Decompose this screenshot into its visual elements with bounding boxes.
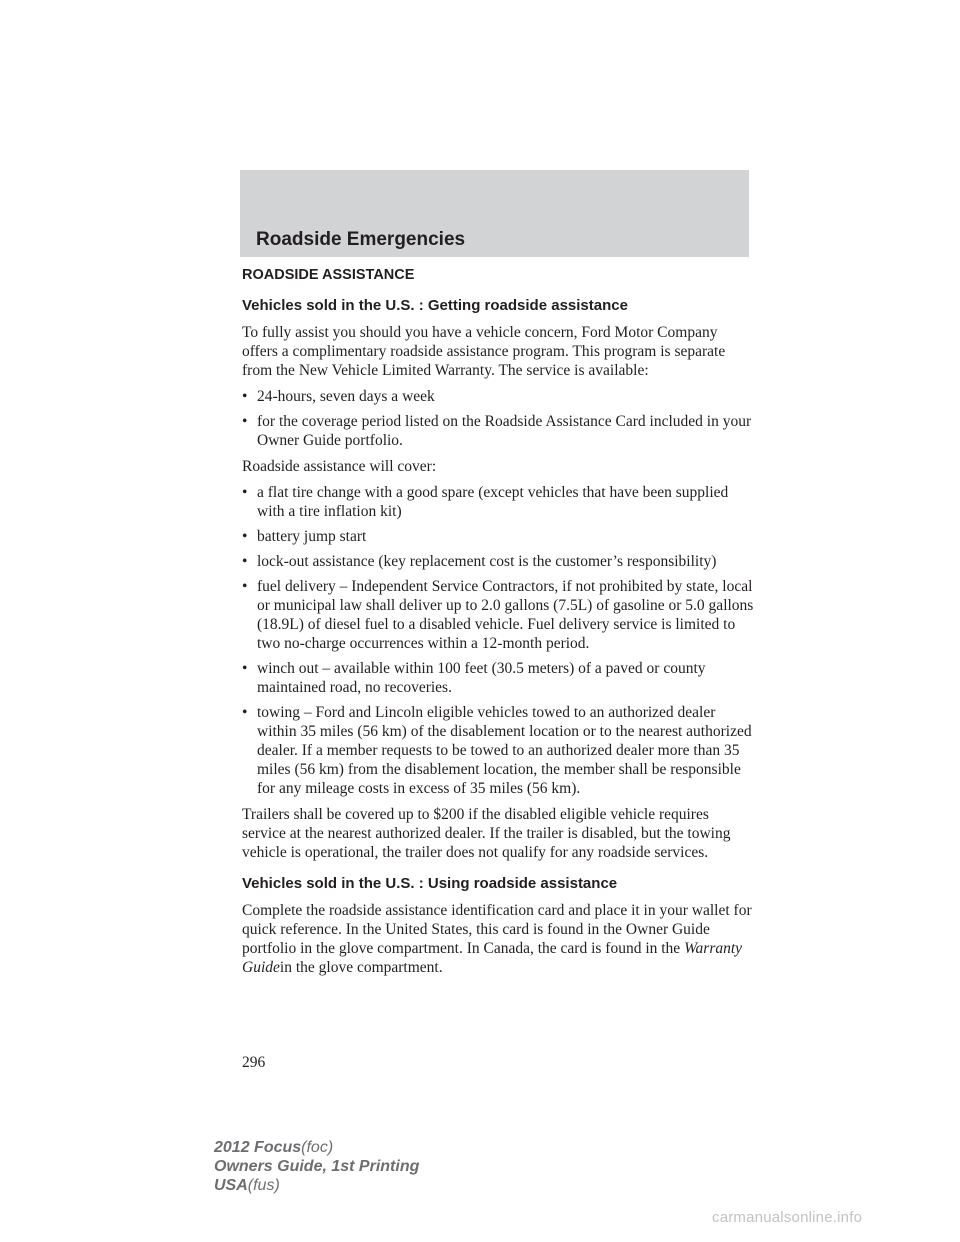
bullet-icon: • bbox=[242, 553, 248, 570]
list-item: • fuel delivery – Independent Service Contractors, if not prohibited by state, local or municipal law shall deliver up to 2.0 gallons (7.5L) of gasoline or 5.0 gallons (18.9L) of diesel fuel to a disabled vehicle. Fuel delivery service is limited to two no-charge occurrences within a 12-month period. bbox=[242, 578, 754, 652]
subheading-using-assistance: Vehicles sold in the U.S. : Using roadside assistance bbox=[242, 875, 618, 892]
footer-line-model: 2012 Focus(foc) bbox=[214, 1139, 334, 1156]
print-footer bbox=[214, 1138, 419, 1195]
page-content bbox=[242, 266, 754, 984]
list-item: • a flat tire change with a good spare (except vehicles that have been supplied with a tire inflation kit) bbox=[242, 484, 729, 520]
availability-list bbox=[242, 387, 754, 450]
warranty-guide-title: Warranty Guide bbox=[242, 940, 743, 976]
list-item: • lock-out assistance (key replacement cost is the customer’s responsibility) bbox=[242, 553, 717, 570]
main-heading: ROADSIDE ASSISTANCE bbox=[242, 267, 415, 283]
list-item: • for the coverage period listed on the Roadside Assistance Card included in your Owner Guide portfolio. bbox=[242, 413, 752, 449]
bullet-icon: • bbox=[242, 704, 248, 721]
bullet-icon: • bbox=[242, 578, 248, 595]
list-item: • towing – Ford and Lincoln eligible vehicles towed to an authorized dealer within 35 miles (56 km) of the disablement location or to the nearest authorized dealer. If a member requests to be towed to an authorized dealer more than 35 miles (56 km) from the disablement location, the member shall be responsible for any mileage costs in excess of 35 miles (56 km). bbox=[242, 704, 752, 797]
bullet-icon: • bbox=[242, 660, 248, 677]
bullet-icon: • bbox=[242, 388, 248, 405]
list-item: • 24-hours, seven days a week bbox=[242, 388, 435, 405]
section-title: Roadside Emergencies bbox=[256, 229, 466, 250]
bullet-icon: • bbox=[242, 413, 248, 430]
bullet-icon: • bbox=[242, 528, 248, 545]
list-item: • battery jump start bbox=[242, 528, 367, 545]
subheading-getting-assistance: Vehicles sold in the U.S. : Getting roadside assistance bbox=[242, 297, 628, 314]
footer-line-market: USA(fus) bbox=[214, 1177, 280, 1194]
page-number: 296 bbox=[242, 1054, 266, 1071]
using-paragraph: Complete the roadside assistance identification card and place it in your wallet for quick reference. In the United States, this card is found in the Owner Guide portfolio in the glove compartment. In Canada, the card is found in the Warranty Guidein the glove compartment. bbox=[242, 902, 752, 976]
site-watermark: carmanualsonline.info bbox=[712, 1209, 863, 1226]
bullet-icon: • bbox=[242, 484, 248, 501]
section-header-bar bbox=[240, 170, 749, 257]
coverage-intro: Roadside assistance will cover: bbox=[242, 458, 437, 475]
trailers-paragraph: Trailers shall be covered up to $200 if the disabled eligible vehicle requires service at the nearest authorized dealer. If the trailer is disabled, but the towing vehicle is operational, the trailer does not qualify for any roadside services. bbox=[242, 806, 731, 861]
list-item: • winch out – available within 100 feet (30.5 meters) of a paved or county maintained road, no recoveries. bbox=[242, 660, 706, 696]
coverage-list bbox=[242, 483, 754, 798]
footer-line-edition: Owners Guide, 1st Printing bbox=[214, 1158, 420, 1175]
intro-paragraph: To fully assist you should you have a vehicle concern, Ford Motor Company offers a complimentary roadside assistance program. This program is separate from the New Vehicle Limited Warranty. The service is available: bbox=[242, 324, 726, 379]
